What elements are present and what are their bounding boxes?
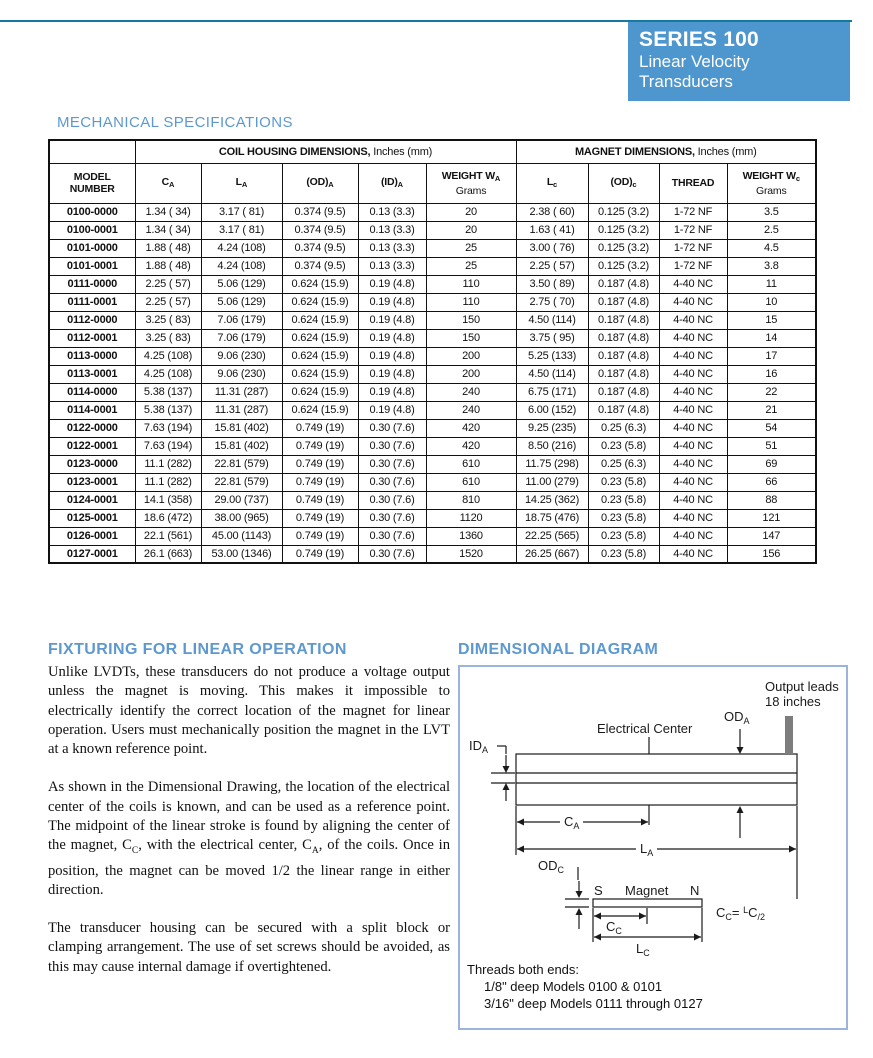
spec-value-cell: 4-40 NC: [659, 401, 727, 419]
spec-value-cell: 0.25 (6.3): [588, 455, 659, 473]
spec-value-cell: 0.19 (4.8): [358, 275, 426, 293]
model-number-cell: 0111-0001: [49, 293, 135, 311]
spec-value-cell: 4-40 NC: [659, 329, 727, 347]
spec-value-cell: 0.187 (4.8): [588, 383, 659, 401]
spec-value-cell: 4-40 NC: [659, 455, 727, 473]
electrical-center-label: Electrical Center: [597, 721, 693, 736]
spec-value-cell: 11.31 (287): [201, 401, 282, 419]
spec-value-cell: 4-40 NC: [659, 365, 727, 383]
spec-value-cell: 22: [727, 383, 816, 401]
fixturing-section: [48, 641, 450, 996]
spec-value-cell: 9.06 (230): [201, 347, 282, 365]
table-column-header-row: [49, 163, 816, 203]
spec-value-cell: 0.19 (4.8): [358, 311, 426, 329]
spec-value-cell: 11.31 (287): [201, 383, 282, 401]
spec-value-cell: 45.00 (1143): [201, 527, 282, 545]
spec-value-cell: 0.13 (3.3): [358, 239, 426, 257]
model-number-cell: 0123-0001: [49, 473, 135, 491]
spec-value-cell: 0.624 (15.9): [282, 401, 358, 419]
threads-note-line2: 1/8" deep Models 0100 & 0101: [484, 979, 663, 994]
spec-value-cell: 240: [426, 401, 516, 419]
table-row: [49, 365, 816, 383]
spec-value-cell: 0.624 (15.9): [282, 383, 358, 401]
threads-note-line1: Threads both ends:: [467, 962, 580, 977]
dimensional-diagram-box: [458, 665, 848, 1030]
spec-value-cell: 0.624 (15.9): [282, 275, 358, 293]
spec-value-cell: 15.81 (402): [201, 437, 282, 455]
fixturing-paragraph-1: Unlike LVDTs, these transducers do not produce a voltage output unless the magnet is moving. This makes it impossible to electrically identify the correct location of the magnet for linear operation. Users must mechanically position the magnet in the LVT at a known reference point.: [48, 664, 450, 758]
spec-value-cell: 0.125 (3.2): [588, 257, 659, 275]
spec-value-cell: 29.00 (737): [201, 491, 282, 509]
spec-value-cell: 2.5: [727, 221, 816, 239]
column-header: WEIGHT $W_c$ Grams: [727, 163, 816, 203]
spec-value-cell: 0.374 (9.5): [282, 239, 358, 257]
spec-value-cell: 9.06 (230): [201, 365, 282, 383]
spec-value-cell: 0.23 (5.8): [588, 509, 659, 527]
spec-value-cell: 0.187 (4.8): [588, 275, 659, 293]
id-a-label: $ID_A$: [469, 738, 489, 755]
spec-value-cell: 1.34 ( 34): [135, 203, 201, 221]
table-row: [49, 221, 816, 239]
spec-value-cell: 4.25 (108): [135, 347, 201, 365]
spec-value-cell: 4-40 NC: [659, 437, 727, 455]
column-header: $L_A$: [201, 163, 282, 203]
table-row: [49, 455, 816, 473]
model-number-cell: 0122-0000: [49, 419, 135, 437]
spec-value-cell: 11.00 (279): [516, 473, 588, 491]
spec-value-cell: 1-72 NF: [659, 203, 727, 221]
spec-value-cell: 0.374 (9.5): [282, 203, 358, 221]
spec-value-cell: 6.00 (152): [516, 401, 588, 419]
spec-value-cell: 110: [426, 275, 516, 293]
model-number-cell: 0123-0000: [49, 455, 135, 473]
spec-value-cell: 4.24 (108): [201, 239, 282, 257]
spec-value-cell: 7.63 (194): [135, 437, 201, 455]
spec-value-cell: 4-40 NC: [659, 347, 727, 365]
spec-value-cell: 1-72 NF: [659, 239, 727, 257]
spec-value-cell: 22.1 (561): [135, 527, 201, 545]
spec-value-cell: 5.06 (129): [201, 275, 282, 293]
spec-value-cell: 11.1 (282): [135, 473, 201, 491]
spec-value-cell: 1.63 ( 41): [516, 221, 588, 239]
spec-value-cell: 1120: [426, 509, 516, 527]
spec-value-cell: 14.1 (358): [135, 491, 201, 509]
model-number-cell: 0112-0001: [49, 329, 135, 347]
column-header: $L_c$: [516, 163, 588, 203]
spec-value-cell: 0.19 (4.8): [358, 365, 426, 383]
table-row: [49, 203, 816, 221]
spec-value-cell: 4.50 (114): [516, 365, 588, 383]
model-number-cell: 0114-0000: [49, 383, 135, 401]
spec-value-cell: 1.34 ( 34): [135, 221, 201, 239]
spec-value-cell: 26.25 (667): [516, 545, 588, 563]
spec-value-cell: 2.75 ( 70): [516, 293, 588, 311]
model-number-cell: 0101-0001: [49, 257, 135, 275]
spec-value-cell: 3.00 ( 76): [516, 239, 588, 257]
spec-value-cell: 0.30 (7.6): [358, 473, 426, 491]
spec-value-cell: 69: [727, 455, 816, 473]
spec-value-cell: 5.25 (133): [516, 347, 588, 365]
spec-value-cell: 0.187 (4.8): [588, 401, 659, 419]
spec-value-cell: 1520: [426, 545, 516, 563]
model-number-cell: 0125-0001: [49, 509, 135, 527]
spec-value-cell: 1.88 ( 48): [135, 239, 201, 257]
table-row: [49, 527, 816, 545]
spec-value-cell: 3.17 ( 81): [201, 203, 282, 221]
fixturing-heading: FIXTURING FOR LINEAR OPERATION: [48, 641, 347, 658]
spec-value-cell: 0.23 (5.8): [588, 473, 659, 491]
spec-value-cell: 0.187 (4.8): [588, 347, 659, 365]
spec-value-cell: 3.25 ( 83): [135, 311, 201, 329]
spec-value-cell: 4-40 NC: [659, 527, 727, 545]
column-header: $(OD)_c$: [588, 163, 659, 203]
spec-value-cell: 1-72 NF: [659, 221, 727, 239]
spec-value-cell: 0.23 (5.8): [588, 527, 659, 545]
spec-value-cell: 110: [426, 293, 516, 311]
spec-value-cell: 0.749 (19): [282, 545, 358, 563]
spec-value-cell: 0.13 (3.3): [358, 257, 426, 275]
spec-value-cell: 610: [426, 455, 516, 473]
spec-value-cell: 88: [727, 491, 816, 509]
spec-value-cell: 18.75 (476): [516, 509, 588, 527]
spec-value-cell: 14.25 (362): [516, 491, 588, 509]
spec-value-cell: 22.81 (579): [201, 473, 282, 491]
spec-value-cell: 121: [727, 509, 816, 527]
spec-value-cell: 51: [727, 437, 816, 455]
spec-value-cell: 11.1 (282): [135, 455, 201, 473]
spec-value-cell: 4-40 NC: [659, 491, 727, 509]
spec-value-cell: 0.30 (7.6): [358, 527, 426, 545]
spec-value-cell: 0.749 (19): [282, 509, 358, 527]
spec-value-cell: 0.749 (19): [282, 527, 358, 545]
spec-value-cell: 10: [727, 293, 816, 311]
spec-value-cell: 0.125 (3.2): [588, 221, 659, 239]
series-title: SERIES 100: [639, 28, 759, 51]
cc-equals-lc-half-formula: $C_C= ^LC_{/2}$: [716, 905, 766, 922]
column-header: $C_A$: [135, 163, 201, 203]
spec-value-cell: 7.06 (179): [201, 311, 282, 329]
table-row: [49, 311, 816, 329]
spec-value-cell: 0.30 (7.6): [358, 545, 426, 563]
spec-value-cell: 25: [426, 257, 516, 275]
c-c-label: $C_C$: [606, 919, 622, 936]
spec-value-cell: 0.23 (5.8): [588, 545, 659, 563]
spec-value-cell: 0.187 (4.8): [588, 293, 659, 311]
spec-value-cell: 8.50 (216): [516, 437, 588, 455]
model-number-cell: 0126-0001: [49, 527, 135, 545]
table-row: [49, 275, 816, 293]
column-header: $(OD)_A$: [282, 163, 358, 203]
spec-value-cell: 240: [426, 383, 516, 401]
spec-value-cell: 1.88 ( 48): [135, 257, 201, 275]
spec-value-cell: 25: [426, 239, 516, 257]
spec-value-cell: 0.749 (19): [282, 473, 358, 491]
spec-value-cell: 66: [727, 473, 816, 491]
table-row: [49, 293, 816, 311]
dimensional-diagram-heading: DIMENSIONAL DIAGRAM: [458, 641, 659, 658]
model-number-cell: 0100-0000: [49, 203, 135, 221]
spec-value-cell: 0.187 (4.8): [588, 311, 659, 329]
spec-value-cell: 5.06 (129): [201, 293, 282, 311]
table-row: [49, 509, 816, 527]
series-subtitle-line1: Linear Velocity: [639, 52, 750, 71]
spec-value-cell: 200: [426, 347, 516, 365]
spec-value-cell: 0.749 (19): [282, 437, 358, 455]
spec-value-cell: 6.75 (171): [516, 383, 588, 401]
table-group-header-row: [49, 140, 816, 163]
table-row: [49, 257, 816, 275]
spec-value-cell: 3.50 ( 89): [516, 275, 588, 293]
spec-value-cell: 53.00 (1346): [201, 545, 282, 563]
model-number-cell: 0101-0000: [49, 239, 135, 257]
table-row: [49, 401, 816, 419]
spec-value-cell: 0.19 (4.8): [358, 383, 426, 401]
spec-value-cell: 7.63 (194): [135, 419, 201, 437]
specifications-table: [48, 139, 817, 564]
spec-value-cell: 420: [426, 437, 516, 455]
spec-value-cell: 4-40 NC: [659, 419, 727, 437]
l-a-label: $L_A$: [636, 841, 657, 861]
spec-value-cell: 15.81 (402): [201, 419, 282, 437]
model-number-cell: 0111-0000: [49, 275, 135, 293]
spec-value-cell: 150: [426, 311, 516, 329]
spec-value-cell: 200: [426, 365, 516, 383]
spec-value-cell: 14: [727, 329, 816, 347]
spec-value-cell: 0.19 (4.8): [358, 329, 426, 347]
spec-value-cell: 4-40 NC: [659, 383, 727, 401]
model-number-cell: 0113-0000: [49, 347, 135, 365]
spec-value-cell: 4-40 NC: [659, 311, 727, 329]
table-row: [49, 545, 816, 563]
spec-value-cell: 420: [426, 419, 516, 437]
empty-header-cell: [49, 140, 135, 163]
spec-value-cell: 0.749 (19): [282, 455, 358, 473]
spec-value-cell: 4-40 NC: [659, 509, 727, 527]
model-number-cell: 0113-0001: [49, 365, 135, 383]
spec-value-cell: 2.25 ( 57): [135, 293, 201, 311]
spec-value-cell: 0.187 (4.8): [588, 365, 659, 383]
spec-value-cell: 0.624 (15.9): [282, 329, 358, 347]
spec-value-cell: 1360: [426, 527, 516, 545]
table-row: [49, 473, 816, 491]
spec-value-cell: 7.06 (179): [201, 329, 282, 347]
fixturing-paragraph-3: The transducer housing can be secured with a split block or clamping arrangement. The use of set screws should be avoided, as this may cause internal damage if overtightened.: [48, 920, 450, 975]
spec-value-cell: 20: [426, 221, 516, 239]
spec-value-cell: 0.19 (4.8): [358, 293, 426, 311]
table-row: [49, 239, 816, 257]
spec-value-cell: 1-72 NF: [659, 257, 727, 275]
spec-value-cell: 4-40 NC: [659, 545, 727, 563]
spec-value-cell: 0.23 (5.8): [588, 491, 659, 509]
model-number-cell: 0114-0001: [49, 401, 135, 419]
spec-value-cell: 0.125 (3.2): [588, 239, 659, 257]
spec-value-cell: 26.1 (663): [135, 545, 201, 563]
mechanical-specifications-heading: MECHANICAL SPECIFICATIONS: [57, 114, 293, 131]
fixturing-paragraph-2: As shown in the Dimensional Drawing, the location of the electrical center of the coils is known, and can be used as a reference point. The midpoint of the linear stroke is found by aligning the center of the magnet, $C_C$, with the electrical center, $C_A$, of the coils. Once in position, the magnet can be moved 1/2 the linear range in either direction.: [48, 779, 451, 898]
spec-value-cell: 20: [426, 203, 516, 221]
od-a-label: $OD_A$: [724, 709, 750, 726]
spec-value-cell: 5.38 (137): [135, 401, 201, 419]
spec-value-cell: 0.125 (3.2): [588, 203, 659, 221]
output-leads-label: Output leads 18 inches: [765, 679, 839, 709]
spec-value-cell: 150: [426, 329, 516, 347]
spec-value-cell: 0.749 (19): [282, 419, 358, 437]
spec-value-cell: 5.38 (137): [135, 383, 201, 401]
spec-value-cell: 21: [727, 401, 816, 419]
od-c-label: $OD_C$: [538, 858, 564, 875]
table-row: [49, 419, 816, 437]
spec-value-cell: 0.187 (4.8): [588, 329, 659, 347]
spec-value-cell: 4-40 NC: [659, 473, 727, 491]
magnet-group-header: MAGNET DIMENSIONS, Inches (mm): [516, 140, 816, 163]
spec-value-cell: 17: [727, 347, 816, 365]
column-header: MODEL NUMBER: [49, 163, 135, 203]
spec-value-cell: 0.374 (9.5): [282, 221, 358, 239]
model-number-cell: 0112-0000: [49, 311, 135, 329]
spec-value-cell: 38.00 (965): [201, 509, 282, 527]
spec-value-cell: 0.624 (15.9): [282, 347, 358, 365]
magnet-label: Magnet: [625, 883, 669, 898]
spec-value-cell: 0.374 (9.5): [282, 257, 358, 275]
spec-value-cell: 4-40 NC: [659, 293, 727, 311]
table-row: [49, 383, 816, 401]
spec-value-cell: 22.25 (565): [516, 527, 588, 545]
spec-value-cell: 0.25 (6.3): [588, 419, 659, 437]
spec-value-cell: 0.624 (15.9): [282, 311, 358, 329]
spec-value-cell: 11: [727, 275, 816, 293]
series-banner: [628, 22, 850, 101]
model-number-cell: 0124-0001: [49, 491, 135, 509]
spec-value-cell: 4.24 (108): [201, 257, 282, 275]
spec-value-cell: 0.19 (4.8): [358, 401, 426, 419]
column-header: $(ID)_A$: [358, 163, 426, 203]
threads-note-line3: 3/16" deep Models 0111 through 0127: [484, 996, 703, 1011]
spec-value-cell: 3.8: [727, 257, 816, 275]
table-row: [49, 491, 816, 509]
spec-value-cell: 0.624 (15.9): [282, 293, 358, 311]
spec-value-cell: 0.23 (5.8): [588, 437, 659, 455]
spec-value-cell: 3.5: [727, 203, 816, 221]
spec-value-cell: 3.17 ( 81): [201, 221, 282, 239]
spec-value-cell: 16: [727, 365, 816, 383]
spec-value-cell: 2.38 ( 60): [516, 203, 588, 221]
coil-housing-group-header: COIL HOUSING DIMENSIONS, Inches (mm): [135, 140, 516, 163]
spec-value-cell: 0.19 (4.8): [358, 347, 426, 365]
l-c-label: $L_C$: [636, 941, 650, 958]
table-row: [49, 347, 816, 365]
spec-value-cell: 0.749 (19): [282, 491, 358, 509]
series-subtitle-line2: Transducers: [639, 72, 733, 91]
spec-value-cell: 0.624 (15.9): [282, 365, 358, 383]
spec-value-cell: 3.25 ( 83): [135, 329, 201, 347]
spec-value-cell: 0.30 (7.6): [358, 491, 426, 509]
model-number-cell: 0100-0001: [49, 221, 135, 239]
spec-value-cell: 2.25 ( 57): [516, 257, 588, 275]
spec-value-cell: 810: [426, 491, 516, 509]
spec-value-cell: 147: [727, 527, 816, 545]
spec-value-cell: 4.50 (114): [516, 311, 588, 329]
table-row: [49, 329, 816, 347]
south-pole-label: S: [594, 883, 603, 898]
spec-value-cell: 4.25 (108): [135, 365, 201, 383]
spec-value-cell: 54: [727, 419, 816, 437]
spec-value-cell: 22.81 (579): [201, 455, 282, 473]
column-header: THREAD: [659, 163, 727, 203]
spec-value-cell: 2.25 ( 57): [135, 275, 201, 293]
spec-value-cell: 15: [727, 311, 816, 329]
spec-value-cell: 0.30 (7.6): [358, 509, 426, 527]
spec-value-cell: 0.13 (3.3): [358, 203, 426, 221]
spec-value-cell: 610: [426, 473, 516, 491]
spec-value-cell: 11.75 (298): [516, 455, 588, 473]
threads-note: [467, 961, 703, 1012]
spec-value-cell: 9.25 (235): [516, 419, 588, 437]
table-row: [49, 437, 816, 455]
spec-value-cell: 3.75 ( 95): [516, 329, 588, 347]
spec-value-cell: 0.30 (7.6): [358, 455, 426, 473]
spec-value-cell: 0.30 (7.6): [358, 419, 426, 437]
model-number-cell: 0127-0001: [49, 545, 135, 563]
spec-value-cell: 4-40 NC: [659, 275, 727, 293]
north-pole-label: N: [690, 883, 700, 898]
model-number-cell: 0122-0001: [49, 437, 135, 455]
spec-value-cell: 0.13 (3.3): [358, 221, 426, 239]
spec-value-cell: 156: [727, 545, 816, 563]
spec-value-cell: 18.6 (472): [135, 509, 201, 527]
c-a-label: $C_A$: [560, 814, 583, 834]
spec-value-cell: 0.30 (7.6): [358, 437, 426, 455]
column-header: WEIGHT $W_A$ Grams: [426, 163, 516, 203]
spec-value-cell: 4.5: [727, 239, 816, 257]
